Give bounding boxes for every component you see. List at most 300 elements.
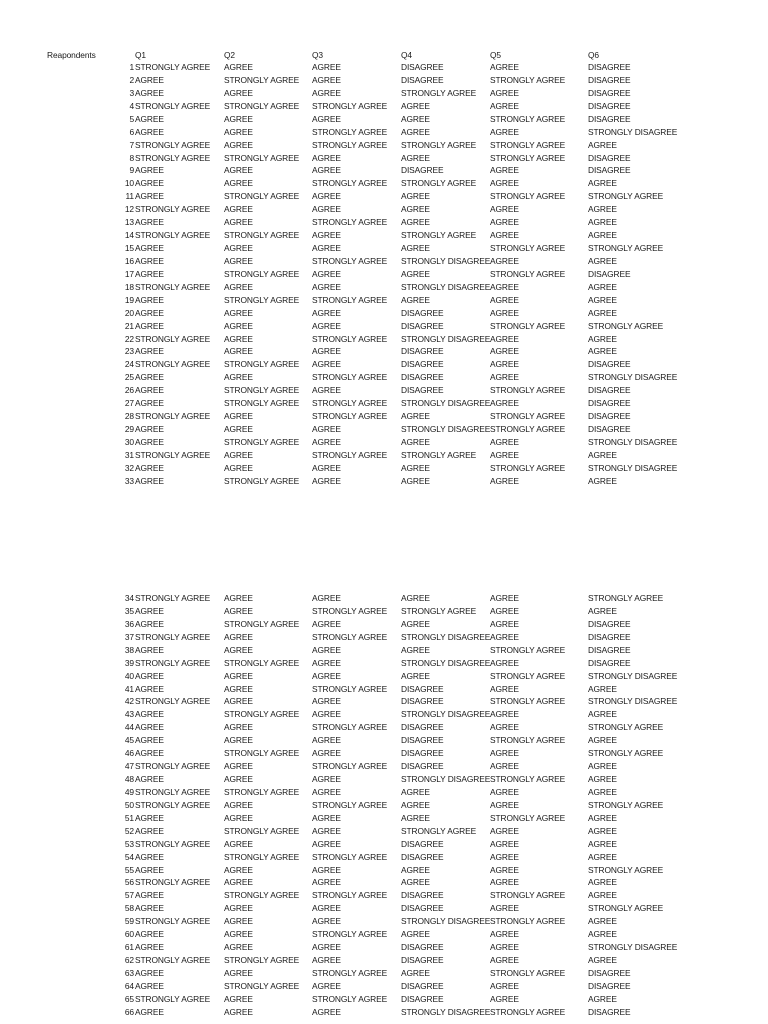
response-q6: STRONGLY AGREE (588, 320, 664, 331)
response-q3: AGREE (312, 462, 341, 473)
response-q4: AGREE (401, 864, 430, 875)
response-q6: DISAGREE (588, 980, 631, 991)
response-q6: DISAGREE (588, 1006, 631, 1017)
response-q1: AGREE (135, 255, 164, 266)
response-q4: AGREE (401, 786, 430, 797)
response-q5: STRONGLY AGREE (490, 113, 566, 124)
respondent-number: 16 (124, 255, 134, 266)
response-q4: AGREE (401, 191, 430, 202)
response-q6: DISAGREE (588, 411, 631, 422)
response-q6: AGREE (588, 993, 617, 1004)
response-q5: STRONGLY AGREE (490, 670, 566, 681)
response-q3: AGREE (312, 165, 341, 176)
response-q6: DISAGREE (588, 424, 631, 435)
response-q4: DISAGREE (401, 74, 444, 85)
response-q1: STRONGLY AGREE (135, 100, 211, 111)
response-q5: AGREE (490, 307, 519, 318)
respondent-number: 50 (124, 799, 134, 810)
response-q1: STRONGLY AGREE (135, 993, 211, 1004)
response-q3: AGREE (312, 709, 341, 720)
response-q1: AGREE (135, 191, 164, 202)
respondent-number: 30 (124, 436, 134, 447)
response-q6: DISAGREE (588, 657, 631, 668)
respondent-number: 55 (124, 864, 134, 875)
respondent-number: 49 (124, 786, 134, 797)
respondent-number: 19 (124, 294, 134, 305)
response-q2: AGREE (224, 217, 253, 228)
response-q3: AGREE (312, 204, 341, 215)
respondent-number: 26 (124, 385, 134, 396)
response-q1: STRONGLY AGREE (135, 411, 211, 422)
response-q3: AGREE (312, 593, 341, 603)
response-q5: AGREE (490, 657, 519, 668)
response-q5: AGREE (490, 126, 519, 137)
respondent-number: 27 (124, 398, 134, 409)
response-q6: STRONGLY AGREE (588, 748, 664, 759)
response-q3: AGREE (312, 670, 341, 681)
response-q4: DISAGREE (401, 993, 444, 1004)
response-q3: STRONGLY AGREE (312, 799, 388, 810)
response-q6: AGREE (588, 683, 617, 694)
respondent-number: 10 (124, 178, 134, 189)
response-q1: AGREE (135, 670, 164, 681)
response-q2: AGREE (224, 967, 253, 978)
respondents-header: Reapondents (47, 50, 96, 60)
response-q6: AGREE (588, 890, 617, 901)
response-q3: STRONGLY AGREE (312, 929, 388, 940)
response-q3: STRONGLY AGREE (312, 372, 388, 383)
response-q5: AGREE (490, 709, 519, 720)
respondent-number: 65 (124, 993, 134, 1004)
response-q2: AGREE (224, 993, 253, 1004)
response-q3: AGREE (312, 735, 341, 746)
response-q3: AGREE (312, 359, 341, 370)
response-q6: AGREE (588, 139, 617, 150)
response-q5: AGREE (490, 255, 519, 266)
response-q5: AGREE (490, 683, 519, 694)
respondent-number: 35 (124, 605, 134, 616)
response-q2: AGREE (224, 346, 253, 357)
response-q1: STRONGLY AGREE (135, 955, 211, 966)
response-q4: STRONGLY AGREE (401, 139, 477, 150)
response-q4: DISAGREE (401, 62, 444, 72)
respondent-number: 63 (124, 967, 134, 978)
response-q3: AGREE (312, 903, 341, 914)
response-q5: AGREE (490, 87, 519, 98)
response-q3: AGREE (312, 320, 341, 331)
response-q1: AGREE (135, 825, 164, 836)
respondent-number: 14 (124, 230, 134, 241)
response-q3: AGREE (312, 152, 341, 163)
response-q3: AGREE (312, 1006, 341, 1017)
response-q5: STRONGLY AGREE (490, 696, 566, 707)
response-q5: STRONGLY AGREE (490, 916, 566, 927)
response-q3: STRONGLY AGREE (312, 993, 388, 1004)
response-q5: AGREE (490, 993, 519, 1004)
response-q2: AGREE (224, 281, 253, 292)
response-q5: AGREE (490, 359, 519, 370)
response-q3: AGREE (312, 955, 341, 966)
response-q3: AGREE (312, 644, 341, 655)
response-q1: STRONGLY AGREE (135, 786, 211, 797)
response-q4: STRONGLY AGREE (401, 605, 477, 616)
response-q6: STRONGLY DISAGREE (588, 436, 678, 447)
response-q5: AGREE (490, 631, 519, 642)
response-q4: AGREE (401, 812, 430, 823)
response-q4: DISAGREE (401, 372, 444, 383)
response-q4: DISAGREE (401, 722, 444, 733)
response-q1: STRONGLY AGREE (135, 916, 211, 927)
response-q2: AGREE (224, 799, 253, 810)
response-q2: STRONGLY AGREE (224, 851, 300, 862)
response-q1: AGREE (135, 1006, 164, 1017)
response-q2: AGREE (224, 812, 253, 823)
respondent-number: 47 (124, 761, 134, 772)
response-q6: STRONGLY DISAGREE (588, 126, 678, 137)
response-q4: AGREE (401, 152, 430, 163)
response-q1: STRONGLY AGREE (135, 593, 211, 603)
response-q5: STRONGLY AGREE (490, 191, 566, 202)
respondent-number: 6 (129, 126, 134, 137)
respondent-number: 34 (124, 593, 134, 603)
response-q6: AGREE (588, 449, 617, 460)
respondent-number: 56 (124, 877, 134, 888)
response-q2: AGREE (224, 683, 253, 694)
response-q2: AGREE (224, 735, 253, 746)
respondent-number: 64 (124, 980, 134, 991)
response-q6: AGREE (588, 230, 617, 241)
response-q4: AGREE (401, 618, 430, 629)
response-q2: AGREE (224, 916, 253, 927)
response-q6: STRONGLY AGREE (588, 864, 664, 875)
response-q2: STRONGLY AGREE (224, 191, 300, 202)
response-q3: AGREE (312, 268, 341, 279)
response-q2: AGREE (224, 87, 253, 98)
response-q5: STRONGLY AGREE (490, 644, 566, 655)
response-q2: STRONGLY AGREE (224, 955, 300, 966)
response-q1: AGREE (135, 74, 164, 85)
respondent-number: 13 (124, 217, 134, 228)
response-q4: STRONGLY DISAGREE (401, 631, 491, 642)
respondent-number: 33 (124, 475, 134, 486)
response-q1: AGREE (135, 385, 164, 396)
response-q5: AGREE (490, 786, 519, 797)
response-q3: STRONGLY AGREE (312, 178, 388, 189)
response-q1: AGREE (135, 890, 164, 901)
response-q5: AGREE (490, 165, 519, 176)
response-q4: STRONGLY DISAGREE (401, 424, 491, 435)
response-q1: AGREE (135, 217, 164, 228)
response-q4: AGREE (401, 100, 430, 111)
response-q4: AGREE (401, 126, 430, 137)
response-q6: AGREE (588, 851, 617, 862)
response-q4: STRONGLY DISAGREE (401, 657, 491, 668)
respondent-number: 66 (124, 1006, 134, 1017)
response-q5: STRONGLY AGREE (490, 320, 566, 331)
q1-header: Q1 (135, 50, 146, 60)
response-q2: STRONGLY AGREE (224, 385, 300, 396)
response-q4: AGREE (401, 411, 430, 422)
response-q3: STRONGLY AGREE (312, 890, 388, 901)
response-q6: AGREE (588, 475, 617, 486)
response-q5: AGREE (490, 825, 519, 836)
q3-header: Q3 (312, 50, 323, 60)
response-q6: DISAGREE (588, 359, 631, 370)
response-q1: AGREE (135, 178, 164, 189)
response-q3: AGREE (312, 475, 341, 486)
response-q5: AGREE (490, 722, 519, 733)
response-q4: AGREE (401, 462, 430, 473)
response-q5: AGREE (490, 333, 519, 344)
response-q6: STRONGLY AGREE (588, 722, 664, 733)
response-q6: AGREE (588, 307, 617, 318)
respondent-number: 58 (124, 903, 134, 914)
response-q3: STRONGLY AGREE (312, 398, 388, 409)
response-q5: AGREE (490, 178, 519, 189)
respondent-number: 4 (129, 100, 134, 111)
response-q2: STRONGLY AGREE (224, 74, 300, 85)
response-q6: STRONGLY DISAGREE (588, 670, 678, 681)
response-q4: STRONGLY DISAGREE (401, 774, 491, 785)
response-q5: AGREE (490, 877, 519, 888)
response-q6: AGREE (588, 761, 617, 772)
response-q1: STRONGLY AGREE (135, 204, 211, 215)
response-q1: STRONGLY AGREE (135, 799, 211, 810)
response-q2: STRONGLY AGREE (224, 657, 300, 668)
response-q5: AGREE (490, 605, 519, 616)
response-q6: DISAGREE (588, 74, 631, 85)
response-q1: STRONGLY AGREE (135, 333, 211, 344)
response-q1: AGREE (135, 307, 164, 318)
respondent-number: 21 (124, 320, 134, 331)
response-q3: STRONGLY AGREE (312, 722, 388, 733)
response-q6: STRONGLY DISAGREE (588, 942, 678, 953)
response-q1: STRONGLY AGREE (135, 281, 211, 292)
response-q2: STRONGLY AGREE (224, 152, 300, 163)
response-q3: AGREE (312, 385, 341, 396)
response-q4: AGREE (401, 268, 430, 279)
respondent-number: 24 (124, 359, 134, 370)
response-q6: AGREE (588, 294, 617, 305)
response-q2: AGREE (224, 462, 253, 473)
response-q4: DISAGREE (401, 320, 444, 331)
response-q5: STRONGLY AGREE (490, 411, 566, 422)
response-q1: AGREE (135, 346, 164, 357)
response-q5: AGREE (490, 799, 519, 810)
respondent-number: 62 (124, 955, 134, 966)
response-q4: AGREE (401, 967, 430, 978)
q4-header: Q4 (401, 50, 412, 60)
respondent-number: 48 (124, 774, 134, 785)
response-q2: STRONGLY AGREE (224, 230, 300, 241)
response-q6: DISAGREE (588, 618, 631, 629)
response-q6: DISAGREE (588, 967, 631, 978)
respondent-number: 17 (124, 268, 134, 279)
q2-header: Q2 (224, 50, 235, 60)
respondent-number: 59 (124, 916, 134, 927)
response-q3: STRONGLY AGREE (312, 217, 388, 228)
response-q5: AGREE (490, 955, 519, 966)
response-q3: AGREE (312, 191, 341, 202)
respondent-number: 46 (124, 748, 134, 759)
response-q6: STRONGLY DISAGREE (588, 462, 678, 473)
response-q2: STRONGLY AGREE (224, 748, 300, 759)
response-q2: AGREE (224, 593, 253, 603)
response-q6: DISAGREE (588, 100, 631, 111)
respondent-number: 1 (129, 62, 134, 72)
response-q6: AGREE (588, 929, 617, 940)
response-q3: AGREE (312, 62, 341, 72)
response-q1: STRONGLY AGREE (135, 152, 211, 163)
response-q4: AGREE (401, 929, 430, 940)
response-q4: DISAGREE (401, 748, 444, 759)
response-q4: AGREE (401, 204, 430, 215)
response-q6: DISAGREE (588, 87, 631, 98)
respondent-number: 38 (124, 644, 134, 655)
respondent-number: 53 (124, 838, 134, 849)
response-q5: STRONGLY AGREE (490, 385, 566, 396)
response-q1: AGREE (135, 929, 164, 940)
respondent-number: 42 (124, 696, 134, 707)
response-q5: AGREE (490, 475, 519, 486)
response-q1: AGREE (135, 165, 164, 176)
response-q1: STRONGLY AGREE (135, 761, 211, 772)
response-q6: AGREE (588, 774, 617, 785)
response-q5: STRONGLY AGREE (490, 735, 566, 746)
respondent-number: 7 (129, 139, 134, 150)
response-q2: AGREE (224, 774, 253, 785)
response-q4: STRONGLY DISAGREE (401, 709, 491, 720)
respondent-number: 28 (124, 411, 134, 422)
response-q4: DISAGREE (401, 838, 444, 849)
response-q4: AGREE (401, 644, 430, 655)
respondent-number: 15 (124, 243, 134, 254)
response-q4: AGREE (401, 593, 430, 603)
response-q6: STRONGLY AGREE (588, 243, 664, 254)
response-q3: AGREE (312, 281, 341, 292)
respondent-number: 3 (129, 87, 134, 98)
response-q2: STRONGLY AGREE (224, 786, 300, 797)
response-q2: STRONGLY AGREE (224, 980, 300, 991)
response-q4: AGREE (401, 799, 430, 810)
response-q1: STRONGLY AGREE (135, 230, 211, 241)
respondent-number: 36 (124, 618, 134, 629)
response-q4: DISAGREE (401, 735, 444, 746)
response-q3: AGREE (312, 812, 341, 823)
response-q2: AGREE (224, 605, 253, 616)
response-q2: AGREE (224, 942, 253, 953)
response-q5: STRONGLY AGREE (490, 774, 566, 785)
response-q2: AGREE (224, 165, 253, 176)
response-q4: STRONGLY AGREE (401, 178, 477, 189)
response-q4: DISAGREE (401, 696, 444, 707)
response-q2: STRONGLY AGREE (224, 825, 300, 836)
response-q1: AGREE (135, 851, 164, 862)
response-q6: AGREE (588, 255, 617, 266)
response-q2: STRONGLY AGREE (224, 709, 300, 720)
response-q3: AGREE (312, 424, 341, 435)
response-q3: STRONGLY AGREE (312, 851, 388, 862)
response-q5: AGREE (490, 618, 519, 629)
respondent-number: 32 (124, 462, 134, 473)
response-q3: AGREE (312, 307, 341, 318)
response-q2: AGREE (224, 761, 253, 772)
response-q6: AGREE (588, 217, 617, 228)
response-q6: STRONGLY DISAGREE (588, 696, 678, 707)
respondent-number: 45 (124, 735, 134, 746)
response-q2: AGREE (224, 411, 253, 422)
response-q5: AGREE (490, 217, 519, 228)
response-q5: STRONGLY AGREE (490, 967, 566, 978)
response-q2: STRONGLY AGREE (224, 890, 300, 901)
response-q3: STRONGLY AGREE (312, 100, 388, 111)
response-q2: AGREE (224, 333, 253, 344)
response-q1: AGREE (135, 618, 164, 629)
response-q3: AGREE (312, 696, 341, 707)
response-q6: DISAGREE (588, 631, 631, 642)
response-q3: AGREE (312, 877, 341, 888)
response-q3: STRONGLY AGREE (312, 683, 388, 694)
response-q1: AGREE (135, 605, 164, 616)
response-q5: AGREE (490, 761, 519, 772)
response-q4: DISAGREE (401, 761, 444, 772)
response-q5: AGREE (490, 230, 519, 241)
response-q3: AGREE (312, 243, 341, 254)
respondent-number: 51 (124, 812, 134, 823)
response-q1: STRONGLY AGREE (135, 449, 211, 460)
q5-header: Q5 (490, 50, 501, 60)
response-q3: AGREE (312, 774, 341, 785)
response-q2: AGREE (224, 243, 253, 254)
response-q1: AGREE (135, 722, 164, 733)
respondent-number: 9 (129, 165, 134, 176)
response-q6: STRONGLY DISAGREE (588, 372, 678, 383)
response-q4: DISAGREE (401, 980, 444, 991)
respondent-number: 39 (124, 657, 134, 668)
response-q2: AGREE (224, 372, 253, 383)
response-q4: DISAGREE (401, 307, 444, 318)
response-q3: STRONGLY AGREE (312, 139, 388, 150)
respondent-number: 18 (124, 281, 134, 292)
response-q5: AGREE (490, 449, 519, 460)
response-q6: AGREE (588, 204, 617, 215)
response-q5: AGREE (490, 62, 519, 72)
response-q1: STRONGLY AGREE (135, 631, 211, 642)
response-q1: AGREE (135, 774, 164, 785)
response-q1: STRONGLY AGREE (135, 696, 211, 707)
response-q4: STRONGLY AGREE (401, 230, 477, 241)
response-q4: STRONGLY DISAGREE (401, 916, 491, 927)
response-q5: STRONGLY AGREE (490, 1006, 566, 1017)
response-q2: STRONGLY AGREE (224, 359, 300, 370)
response-q6: AGREE (588, 281, 617, 292)
respondent-number: 37 (124, 631, 134, 642)
response-q1: AGREE (135, 320, 164, 331)
response-q3: AGREE (312, 436, 341, 447)
response-q1: AGREE (135, 683, 164, 694)
response-q2: AGREE (224, 696, 253, 707)
response-q1: AGREE (135, 294, 164, 305)
response-q5: AGREE (490, 372, 519, 383)
response-q3: STRONGLY AGREE (312, 411, 388, 422)
response-q4: DISAGREE (401, 683, 444, 694)
response-q6: AGREE (588, 709, 617, 720)
response-q2: AGREE (224, 178, 253, 189)
response-q1: AGREE (135, 475, 164, 486)
response-q4: DISAGREE (401, 359, 444, 370)
response-q6: AGREE (588, 605, 617, 616)
response-q4: DISAGREE (401, 346, 444, 357)
